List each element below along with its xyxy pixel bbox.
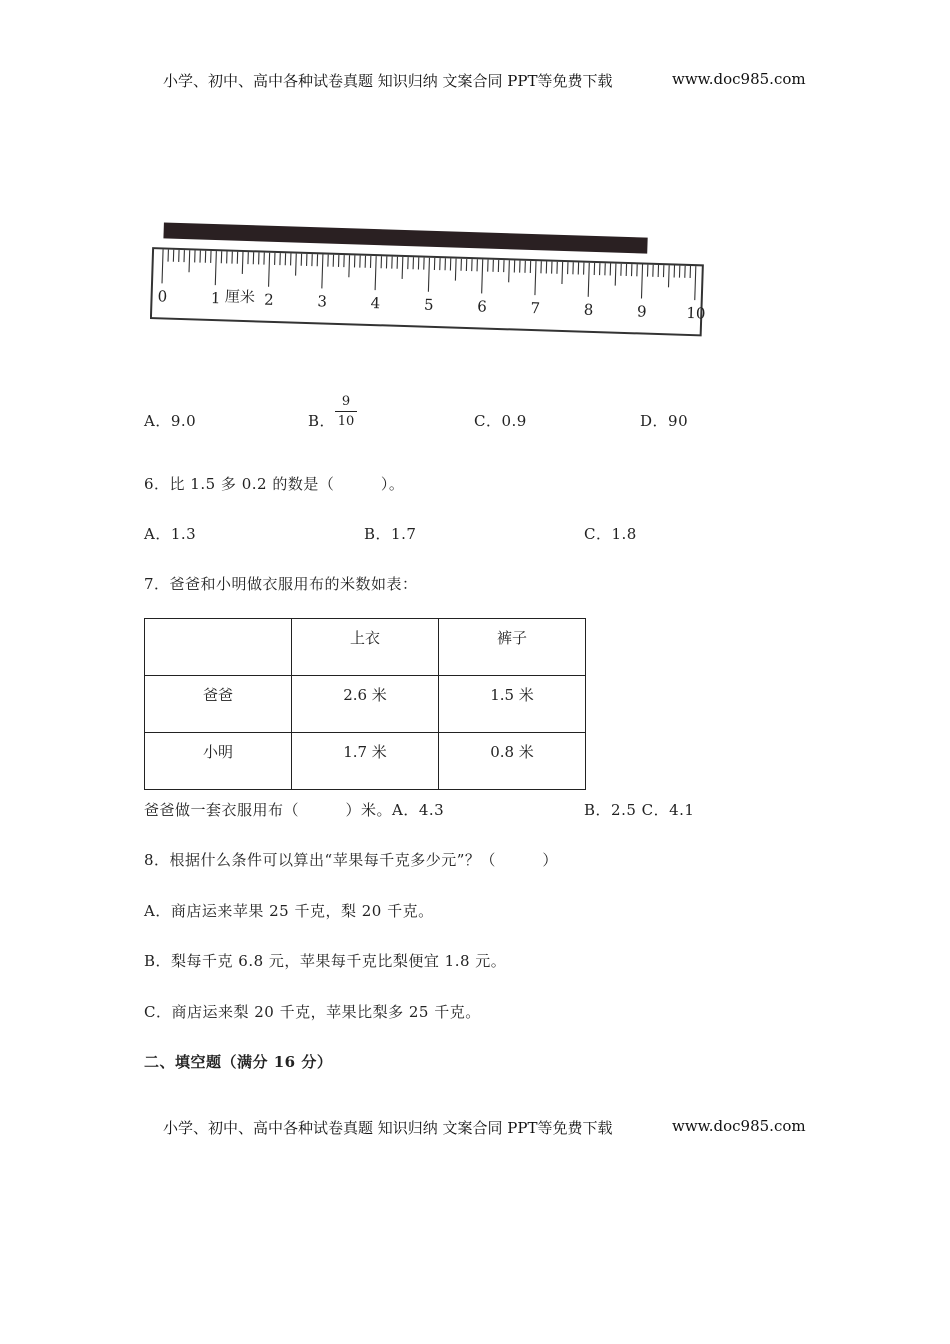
fraction-bar	[335, 411, 357, 412]
q6-option-a: A．1.3	[144, 525, 197, 543]
ruler-number: 6	[476, 297, 488, 316]
q8-option-b: B．梨每千克 6.8 元，苹果每千克比梨便宜 1.8 元。	[144, 952, 507, 970]
table-cell: 小明	[145, 733, 292, 790]
ruler-number: 8	[583, 300, 594, 319]
ruler-number: 3	[317, 292, 328, 311]
ruler-tick	[349, 255, 350, 277]
table-row	[145, 733, 586, 790]
table-cell: 爸爸	[145, 676, 292, 733]
section-title: 二、填空题（满分 16 分）	[144, 1053, 333, 1071]
ruler-number: 2	[263, 290, 274, 309]
fraction-denominator: 10	[337, 414, 355, 429]
ruler-number: 10	[686, 303, 706, 323]
q5-option-a	[144, 410, 196, 431]
q5-option-d-letter: D．	[640, 412, 669, 430]
ruler-tick	[509, 260, 510, 282]
table-cell: 裤子	[439, 619, 586, 676]
ruler-number: 5	[423, 295, 434, 314]
fraction-numerator: 9	[341, 394, 351, 409]
q8-question: 8．根据什么条件可以算出“苹果每千克多少元”？（ ）	[144, 851, 558, 869]
q8-option-a: A．商店运来苹果 25 千克，梨 20 千克。	[144, 902, 434, 920]
table-cell: 1.5 米	[439, 676, 586, 733]
ruler-tick	[189, 250, 190, 272]
table-header-row	[145, 619, 586, 676]
table-cell: 1.7 米	[292, 733, 439, 790]
q5-option-a-letter: A．	[144, 412, 171, 430]
q5-option-c-letter: C．	[474, 412, 502, 430]
cloth-table	[144, 618, 586, 790]
ruler-tick	[296, 254, 297, 276]
table-row	[145, 676, 586, 733]
q7-options-right: B．2.5 C．4.1	[584, 801, 695, 819]
q5-option-b-fraction	[335, 394, 357, 429]
ruler-number: 9	[636, 302, 647, 321]
q6-question: 6．比 1.5 多 0.2 的数是（ ）。	[144, 475, 405, 493]
header-url: www.doc985.com	[672, 70, 806, 88]
ruler-figure	[150, 220, 712, 352]
footer-text: 小学、初中、高中各种试卷真题 知识归纳 文案合同 PPT等免费下载	[163, 1119, 613, 1137]
table-cell: 上衣	[292, 619, 439, 676]
ruler-number: 4	[370, 293, 381, 313]
q5-option-c	[474, 410, 527, 431]
ruler-tick	[402, 257, 403, 279]
ruler-tick	[242, 252, 243, 274]
ruler-tick	[562, 262, 563, 284]
q5-option-d-text: 90	[668, 412, 689, 430]
header-text: 小学、初中、高中各种试卷真题 知识归纳 文案合同 PPT等免费下载	[163, 72, 613, 90]
ruler-unit-label: 厘米	[224, 287, 256, 307]
black-strip	[163, 222, 647, 253]
q5-option-a-text: 9.0	[170, 412, 197, 430]
table-cell	[145, 619, 292, 676]
ruler-tick	[668, 265, 669, 287]
q5-option-d	[640, 410, 688, 431]
table-cell: 0.8 米	[439, 733, 586, 790]
q6-option-c: C．1.8	[584, 525, 637, 543]
ruler-number: 7	[530, 299, 541, 318]
ruler-tick	[615, 264, 616, 286]
ruler-number: 0	[157, 287, 168, 306]
q8-option-c: C．商店运来梨 20 千克，苹果比梨多 25 千克。	[144, 1003, 481, 1021]
ruler-number: 1	[210, 288, 221, 308]
q7-answer-line: 爸爸做一套衣服用布（ ）米。A．4.3	[144, 801, 445, 819]
q5-option-b-letter: B．	[308, 412, 336, 430]
table-cell: 2.6 米	[292, 676, 439, 733]
footer-url: www.doc985.com	[672, 1117, 806, 1135]
ruler-tick	[455, 259, 456, 281]
q6-option-b: B．1.7	[364, 525, 417, 543]
q5-option-c-text: 0.9	[501, 412, 527, 430]
q7-question: 7．爸爸和小明做衣服用布的米数如表：	[144, 575, 418, 593]
